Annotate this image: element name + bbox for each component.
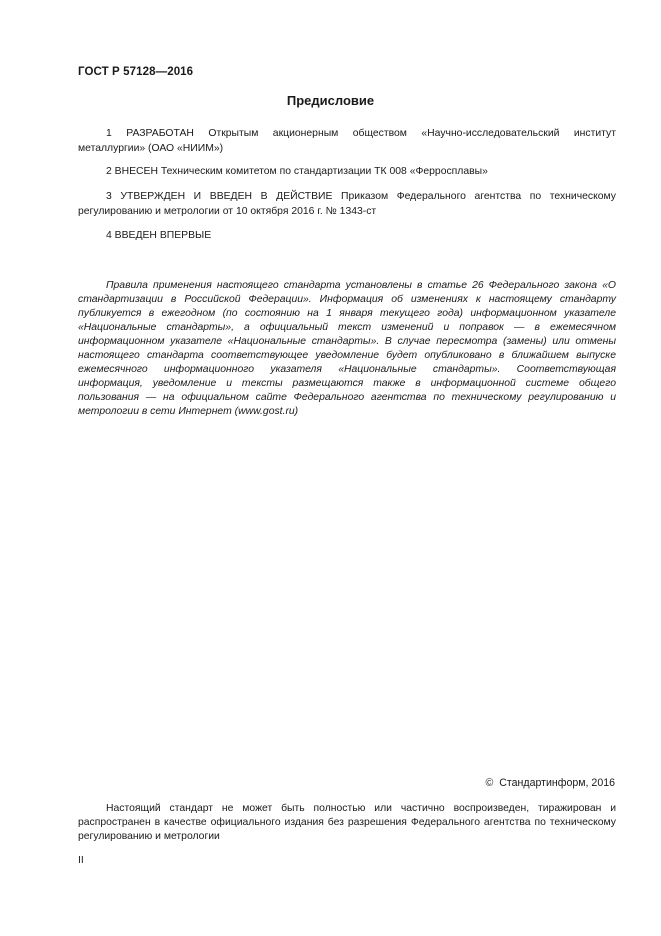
copyright-sign: © — [485, 777, 494, 789]
reproduction-notice: Настоящий стандарт не может быть полностью или частично воспроизведен, тиражирован и распространен в качестве официального издания без разрешения Федерального агентства по техническому регулированию и метрологии — [78, 803, 616, 842]
copyright-holder: Стандартинформ, 2016 — [499, 777, 615, 789]
clause-first-time: 4 ВВЕДЕН ВПЕРВЫЕ — [106, 230, 212, 241]
page-title: Предисловие — [286, 93, 375, 108]
document-code: ГОСТ Р 57128—2016 — [78, 66, 194, 78]
rules-of-application-note: Правила применения настоящего стандарта установлены в статье 26 Федерального закона «О стандартизации в Российской Федерации». Информация об изменениях к настоящему стандарту публикуется в ежегодном (по состоянию на 1 января текущего года) информационном указателе «Национальные стандарты», а официальный текст изменений и поправок — в ежемесячном информационном указателе «Национальные стандарты». В случае пересмотра (замены) или отмены настоящего стандарта соответствующее уведомление будет опубликовано в ближайшем выпуске ежемесячного информационного указателя «Национальные стандарты». Соответствующая информация, уведомление и тексты размещаются также в информационной системе общего пользования — на официальном сайте Федерального агентства по техническому регулированию и метрологии в сети Интернет (www.gost.ru) — [78, 280, 616, 417]
clause-approved: 3 УТВЕРЖДЕН И ВВЕДЕН В ДЕЙСТВИЕ Приказом Федерального агентства по техническому регулированию и метрологии от 10 октября 2016 г. № 1343-ст — [78, 191, 616, 217]
clause-developed: 1 РАЗРАБОТАН Открытым акционерным обществом «Научно-исследовательский институт металлургии» (ОАО «НИИМ») — [78, 128, 616, 154]
clause-introduced: 2 ВНЕСЕН Техническим комитетом по стандартизации ТК 008 «Ферросплавы» — [106, 166, 488, 177]
page-number: II — [78, 855, 84, 866]
copyright-line — [485, 777, 615, 789]
